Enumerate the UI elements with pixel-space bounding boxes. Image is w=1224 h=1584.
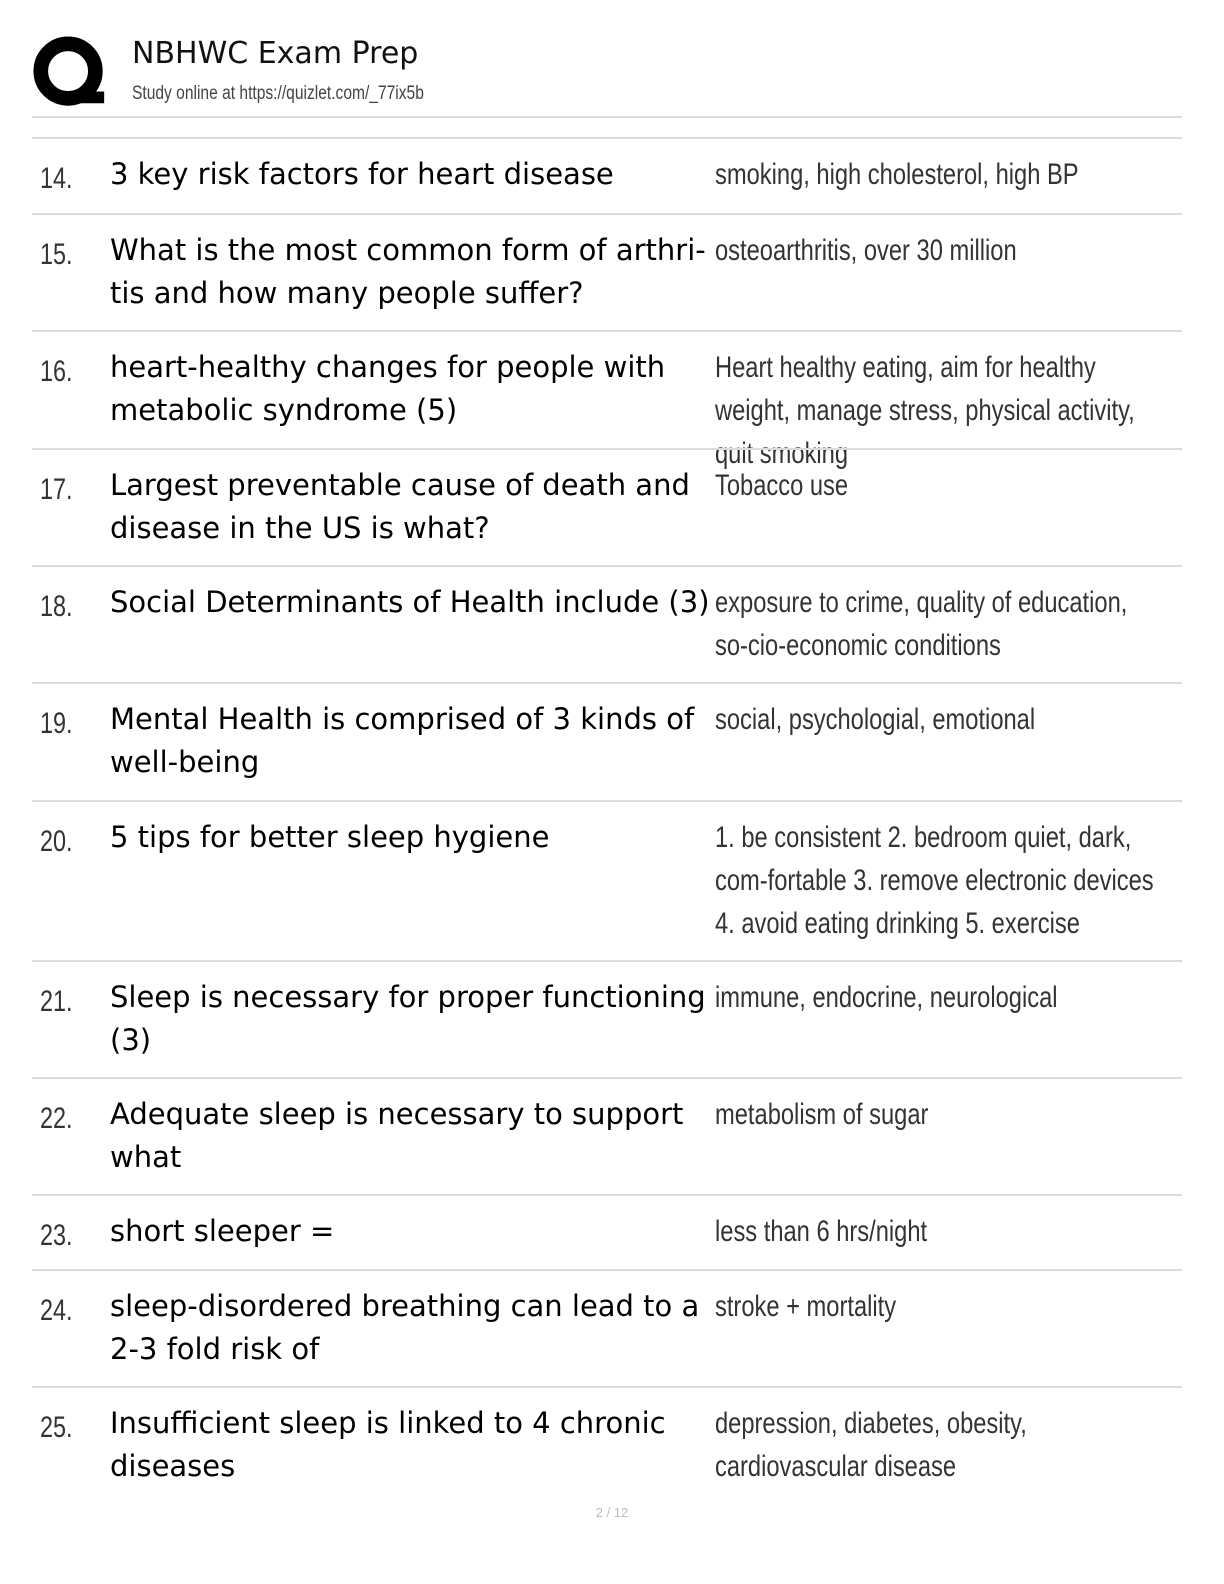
card-number: 21. [40,985,73,1018]
card-definition: smoking, high cholesterol, high BP [715,158,1079,191]
flashcard-row [32,800,1182,960]
flashcard-row [32,448,1182,565]
page-header [32,30,1182,120]
flashcard-row [32,1269,1182,1386]
card-term: Largest preventable cause of death and disease in the US is what? [110,468,690,545]
card-number: 14. [40,162,73,195]
card-number: 22. [40,1102,73,1135]
card-definition: less than 6 hrs/night [715,1215,928,1248]
card-number: 17. [40,473,73,506]
flashcard-row [32,330,1182,470]
card-term: Mental Health is comprised of 3 kinds of well-being [110,702,695,779]
flashcard-row [32,213,1182,330]
card-term: Sleep is necessary for proper functioning (3) [110,980,706,1057]
card-term: short sleeper = [110,1214,335,1248]
header-divider [32,116,1182,118]
page-number: 2 / 12 [595,1505,629,1520]
card-definition: 1. be consistent 2. bedroom quiet, dark, com-fortable 3. remove electronic devices 4. avoid eating drinking 5. exercise [715,821,1154,940]
study-online-link[interactable]: Study online at https://quizlet.com/_77ix5b [132,83,424,104]
card-number: 25. [40,1411,73,1444]
quizlet-q-icon [32,35,110,113]
card-definition: depression, diabetes, obesity, cardiovascular disease [715,1407,1027,1483]
card-definition: Tobacco use [715,469,849,502]
card-number: 24. [40,1294,73,1327]
card-term: 5 tips for better sleep hygiene [110,820,550,854]
card-number: 19. [40,707,73,740]
card-number: 20. [40,825,73,858]
card-definition: osteoarthritis, over 30 million [715,234,1017,267]
card-definition: stroke + mortality [715,1290,897,1323]
card-number: 23. [40,1219,73,1252]
card-definition: immune, endocrine, neurological [715,981,1058,1014]
card-definition: social, psychologial, emotional [715,703,1036,736]
flashcard-row [32,960,1182,1077]
card-number: 18. [40,590,73,623]
flashcard-row [32,682,1182,800]
card-definition: exposure to crime, quality of education, so-cio-economic conditions [715,586,1128,662]
flashcard-row [32,137,1182,213]
document-title: NBHWC Exam Prep [132,36,419,71]
flashcard-list [32,137,1182,1496]
card-term: Insufficient sleep is linked to 4 chronic diseases [110,1406,666,1483]
card-term: Adequate sleep is necessary to support what [110,1097,684,1174]
card-term: What is the most common form of arthri-tis and how many people suffer? [110,233,706,310]
card-number: 16. [40,355,73,388]
flashcard-row [32,1077,1182,1194]
flashcard-row [32,1386,1182,1496]
flashcard-row [32,1194,1182,1269]
card-term: Social Determinants of Health include (3) [110,585,710,619]
card-term: sleep-disordered breathing can lead to a 2-3 fold risk of [110,1289,700,1366]
card-number: 15. [40,238,73,271]
flashcard-row [32,565,1182,682]
card-term: heart-healthy changes for people with metabolic syndrome (5) [110,350,666,427]
card-term: 3 key risk factors for heart disease [110,157,614,191]
card-definition: metabolism of sugar [715,1098,929,1131]
card-definition: Heart healthy eating, aim for healthy weight, manage stress, physical activity, quit smoking [715,351,1135,470]
